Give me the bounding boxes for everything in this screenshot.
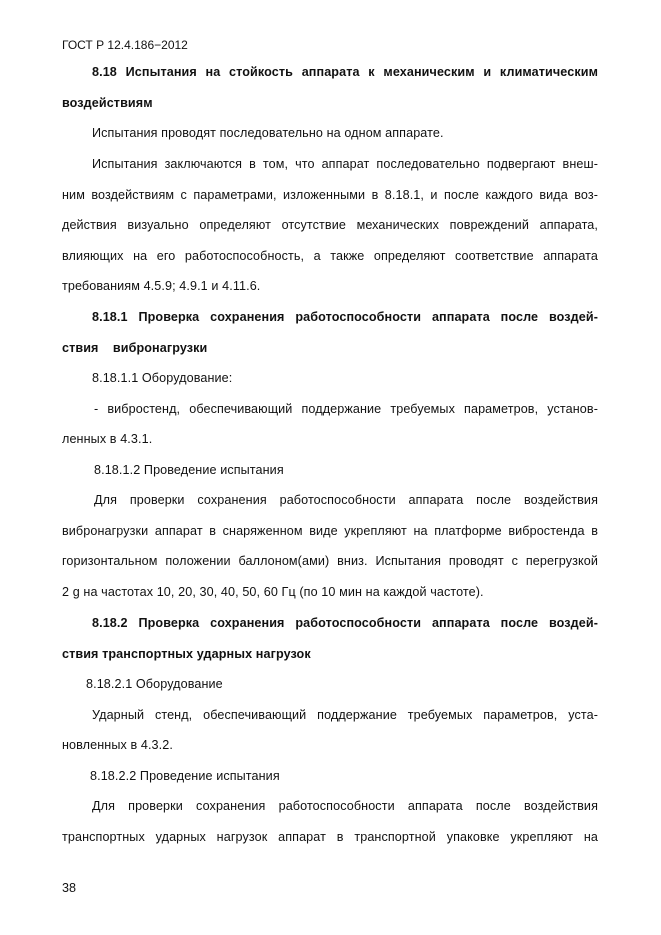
document-code-header: ГОСТ Р 12.4.186−2012 xyxy=(62,38,188,52)
paragraph-line: горизонтальном положении баллоном(ами) вниз. Испытания проводят с перегрузкой xyxy=(62,554,598,568)
subsection-heading-8-18-2-1: 8.18.2.1 Оборудование xyxy=(86,677,223,691)
subsection-heading-8-18-1-2: 8.18.1.2 Проведение испытания xyxy=(94,463,284,477)
section-heading-8-18-1-cont: ствия вибронагрузки xyxy=(62,341,208,355)
paragraph-line: Для проверки сохранения работоспособности аппарата после воздействия xyxy=(94,493,598,507)
paragraph-line: влияющих на его работоспособность, а также определяют соответствие аппарата xyxy=(62,249,598,263)
section-heading-8-18-2-cont: ствия транспортных ударных нагрузок xyxy=(62,647,311,661)
paragraph-line: действия визуально определяют отсутствие механических повреждений аппарата, xyxy=(62,218,598,232)
list-item-cont: ленных в 4.3.1. xyxy=(62,432,153,446)
paragraph-line: Ударный стенд, обеспечивающий поддержание требуемых параметров, уста- xyxy=(92,708,598,722)
page-number: 38 xyxy=(62,881,77,895)
paragraph-line: вибронагрузки аппарат в снаряженном виде укрепляют на платформе вибростенда в xyxy=(62,524,598,538)
section-heading-8-18: 8.18 Испытания на стойкость аппарата к механическим и климатическим xyxy=(92,65,598,79)
paragraph-line: Испытания проводят последовательно на одном аппарате. xyxy=(92,126,444,140)
paragraph-line: Испытания заключаются в том, что аппарат последовательно подвергают внеш- xyxy=(92,157,598,171)
section-heading-8-18-1: 8.18.1 Проверка сохранения работоспособности аппарата после воздей- xyxy=(92,310,598,324)
list-item: - вибростенд, обеспечивающий поддержание требуемых параметров, установ- xyxy=(94,402,598,416)
paragraph-line: требованиям 4.5.9; 4.9.1 и 4.11.6. xyxy=(62,279,261,293)
section-heading-8-18-2: 8.18.2 Проверка сохранения работоспособности аппарата после воздей- xyxy=(92,616,598,630)
paragraph-line: ним воздействиям с параметрами, изложенными в 8.18.1, и после каждого вида воз- xyxy=(62,188,598,202)
paragraph-line: Для проверки сохранения работоспособности аппарата после воздействия xyxy=(92,799,598,813)
paragraph-line: транспортных ударных нагрузок аппарат в транспортной упаковке укрепляют на xyxy=(62,830,598,844)
paragraph-line: 2 g на частотах 10, 20, 30, 40, 50, 60 Гц (по 10 мин на каждой частоте). xyxy=(62,585,484,599)
subsection-heading-8-18-1-1: 8.18.1.1 Оборудование: xyxy=(92,371,233,385)
subsection-heading-8-18-2-2: 8.18.2.2 Проведение испытания xyxy=(90,769,280,783)
paragraph-line: новленных в 4.3.2. xyxy=(62,738,173,752)
section-heading-8-18-cont: воздействиям xyxy=(62,96,153,110)
